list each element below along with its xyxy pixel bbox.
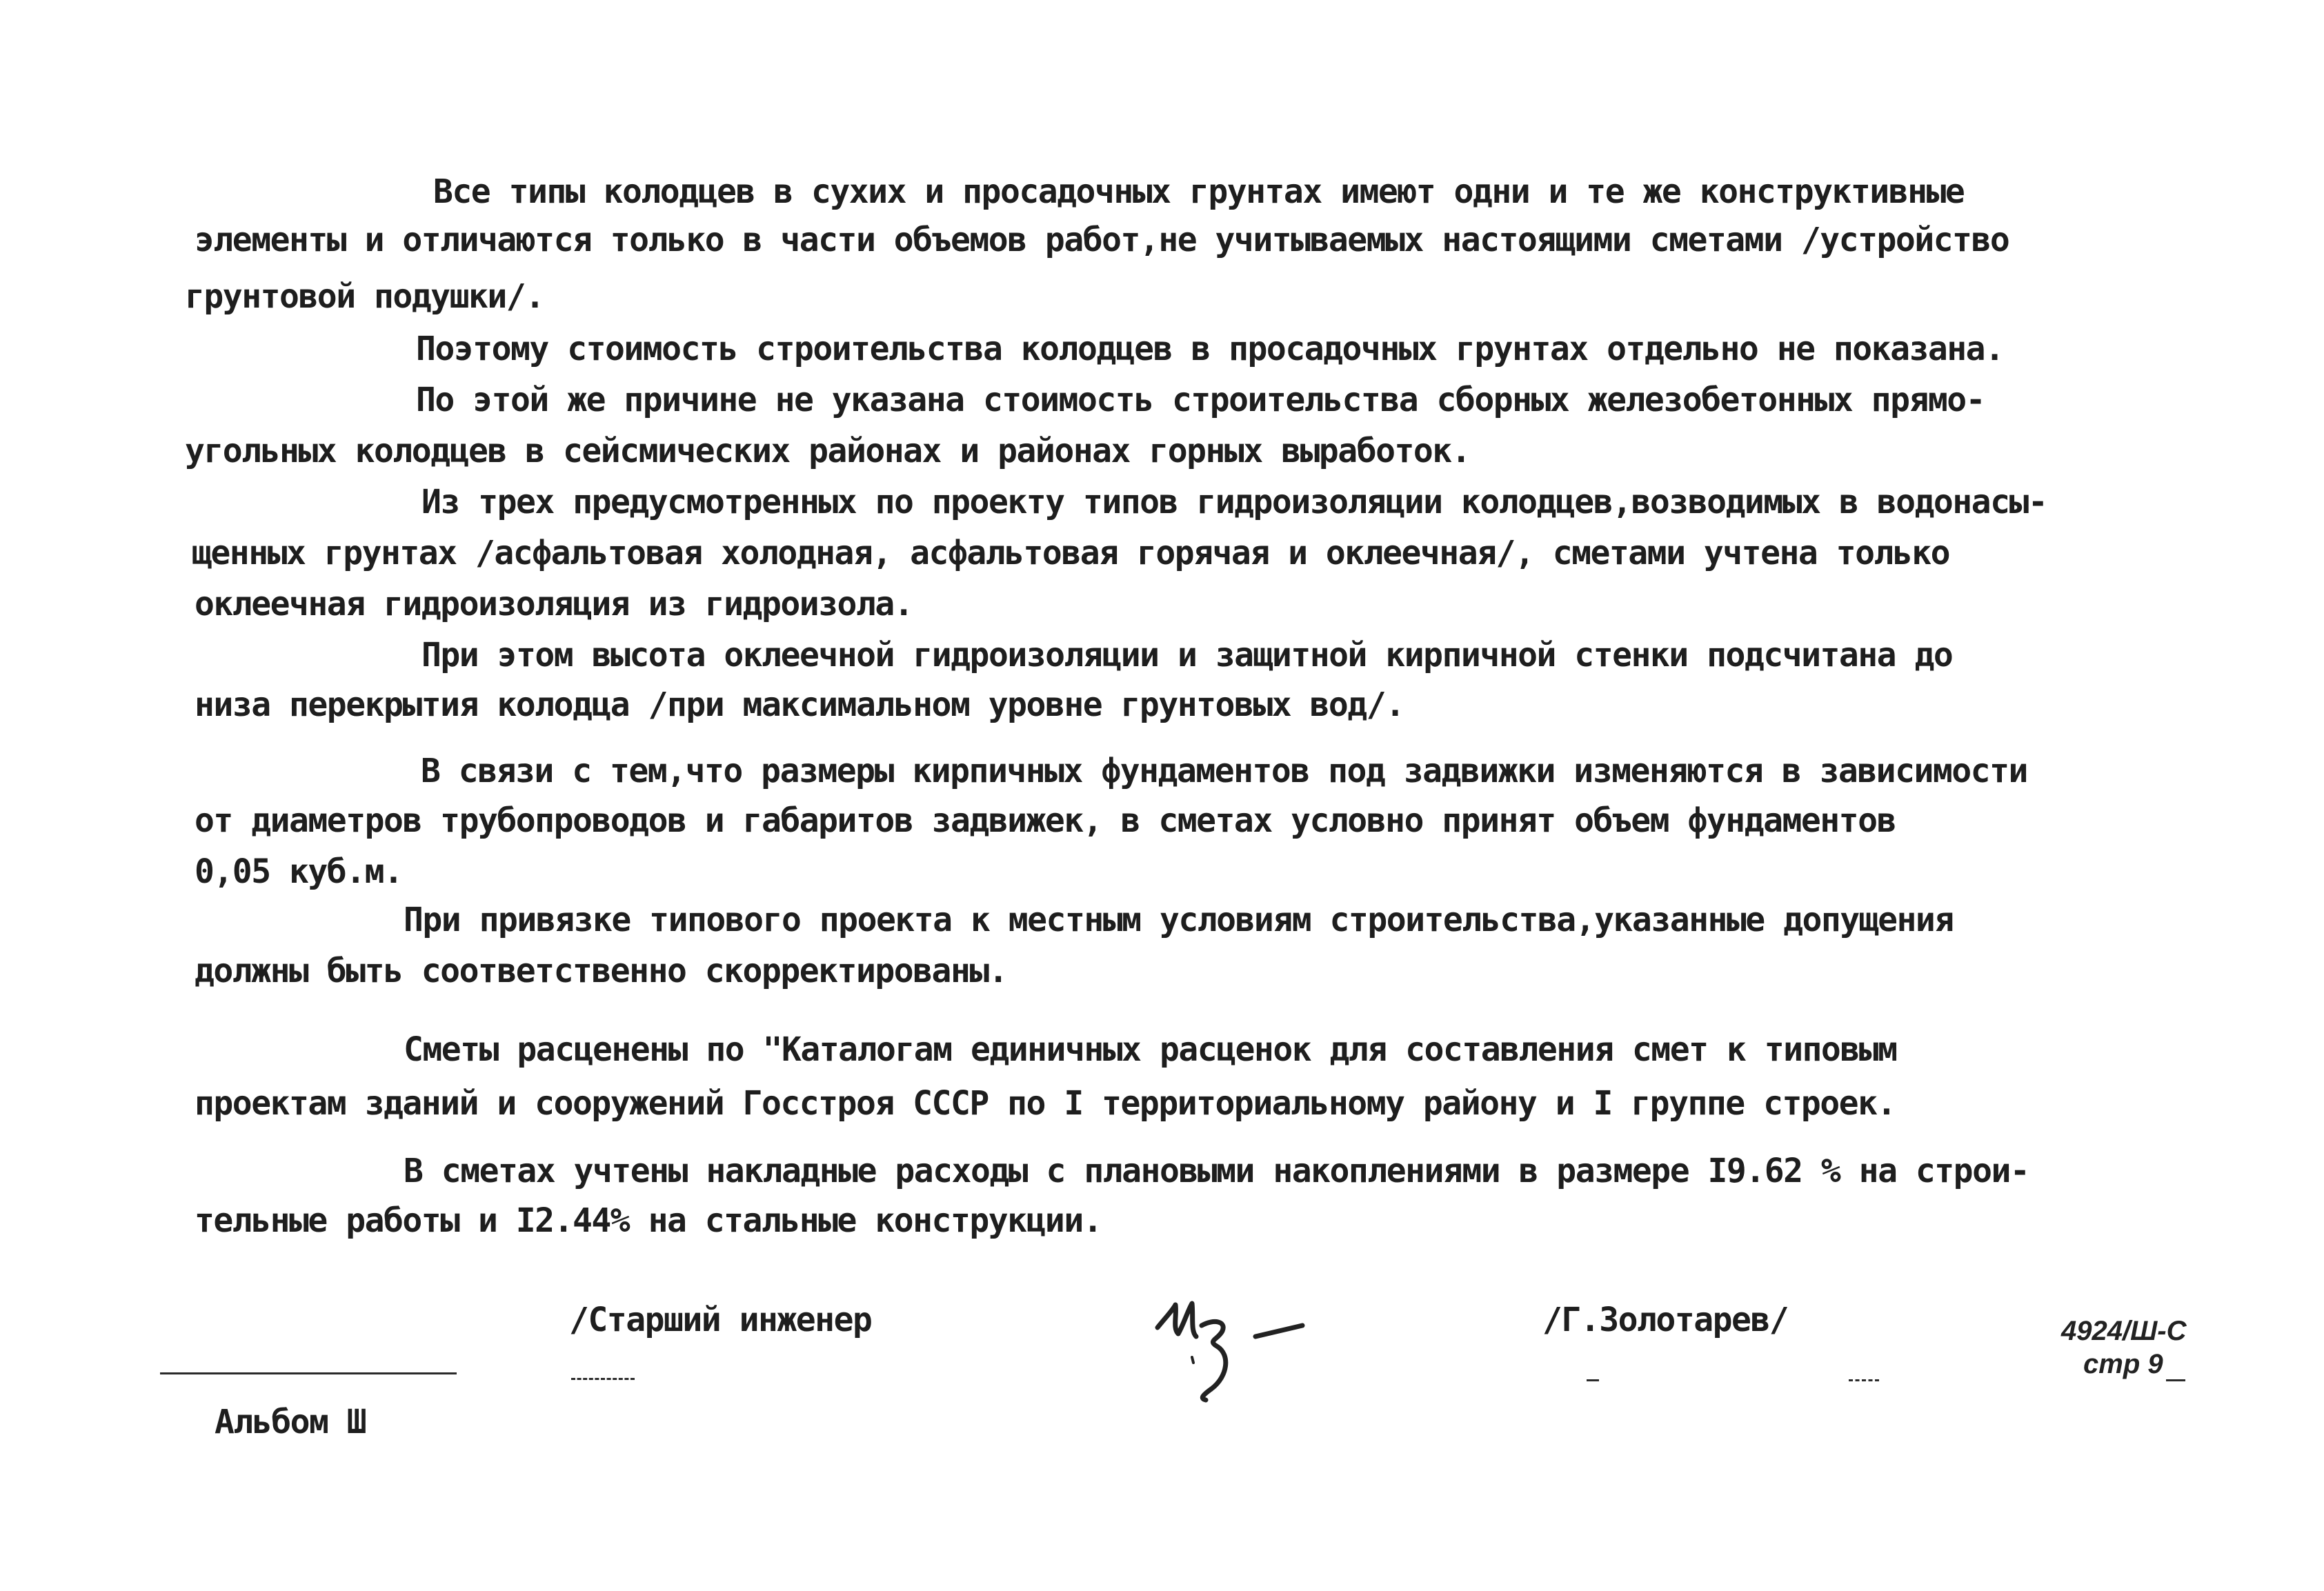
divider-line bbox=[1849, 1379, 1879, 1381]
divider-line bbox=[571, 1378, 635, 1380]
text-line: При этом высота оклеечной гидроизоляции и защитной кирпичной стенки подсчитана до bbox=[421, 636, 1953, 674]
signer-position: /Старший инженер bbox=[569, 1301, 872, 1339]
text-line: должны быть соответственно скорректированы. bbox=[195, 952, 1008, 990]
divider-line bbox=[160, 1372, 457, 1374]
divider-line bbox=[2166, 1379, 2185, 1381]
text-line: тельные работы и I2.44% на стальные конструкции. bbox=[195, 1201, 1102, 1240]
text-line: проектам зданий и сооружений Госстроя СССР по I территориальному району и I группе строек. bbox=[195, 1084, 1896, 1123]
text-line: щенных грунтах /асфальтовая холодная, асфальтовая горячая и оклеечная/, сметами учтена только bbox=[192, 534, 1950, 572]
text-line: оклеечная гидроизоляция из гидроизола. bbox=[195, 585, 913, 623]
album-label: Альбом Ш bbox=[215, 1403, 366, 1441]
text-line: В сметах учтены накладные расходы с плановыми накоплениями в размере I9.62 % на строи- bbox=[404, 1152, 2029, 1190]
text-line: грунтовой подушки/. bbox=[185, 277, 544, 316]
text-line: 0,05 куб.м. bbox=[195, 852, 403, 891]
handwritten-signature bbox=[1145, 1262, 1352, 1407]
text-line: Все типы колодцев в сухих и просадочных грунтах имеют одни и те же конструктивные bbox=[433, 172, 1965, 211]
text-line: от диаметров трубопроводов и габаритов задвижек, в сметах условно принят объем фундаментов bbox=[195, 801, 1896, 840]
text-line: Поэтому стоимость строительства колодцев в просадочных грунтах отдельно не показана. bbox=[416, 330, 2004, 368]
text-line: По этой же причине не указана стоимость строительства сборных железобетонных прямо- bbox=[416, 381, 1985, 419]
text-line: При привязке типового проекта к местным условиям строительства,указанные допущения bbox=[404, 901, 1954, 939]
text-line: Из трех предусмотренных по проекту типов гидроизоляции колодцев,возводимых в водонасы- bbox=[421, 483, 2047, 521]
text-line: низа перекрытия колодца /при максимальном уровне грунтовых вод/. bbox=[195, 686, 1404, 724]
signer-name: /Г.Золотарев/ bbox=[1542, 1301, 1789, 1339]
page-number: стр 9 bbox=[2083, 1349, 2163, 1379]
text-line: элементы и отличаются только в части объемов работ,не учитываемых настоящими сметами /устройство bbox=[195, 221, 2009, 259]
text-line: угольных колодцев в сейсмических районах и районах горных выработок. bbox=[185, 432, 1471, 470]
document-number: 4924/Ш-С bbox=[2061, 1316, 2187, 1346]
text-line: Сметы расценены по "Каталогам единичных расценок для составления смет к типовым bbox=[404, 1030, 1897, 1069]
text-line: В связи с тем,что размеры кирпичных фундаментов под задвижки изменяются в зависимости bbox=[421, 752, 2027, 790]
divider-line bbox=[1587, 1379, 1599, 1381]
